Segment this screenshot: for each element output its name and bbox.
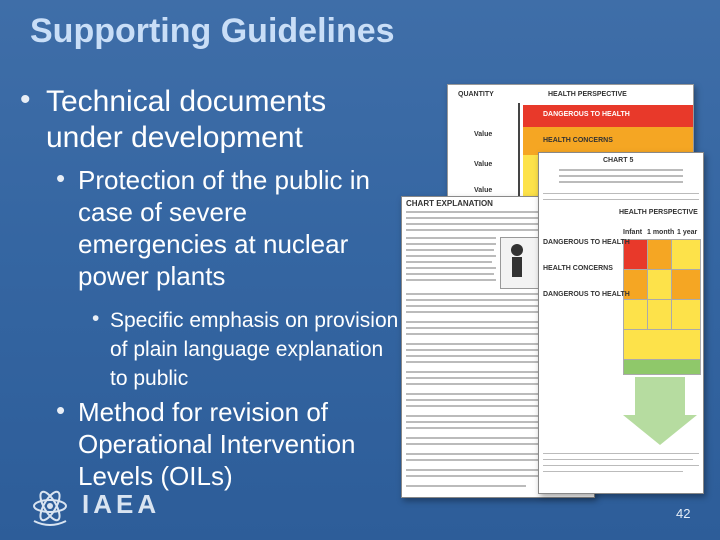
page-title: Supporting Guidelines (30, 12, 395, 50)
band-concerns (523, 127, 693, 155)
chart5-cell-label: DANGEROUS TO HEALTH (543, 239, 630, 246)
axis-line (518, 103, 520, 199)
chart5-label: CHART 5 (603, 157, 634, 164)
col-1month: 1 month (647, 229, 675, 236)
bullet-text: Protection of the public in case of severe emergencies at nuclear power plants (78, 165, 370, 291)
doc2-heading: CHART EXPLANATION (406, 199, 493, 208)
down-arrow-icon (623, 415, 697, 445)
band-concerns-label: HEALTH CONCERNS (543, 137, 613, 144)
value-label: Value (474, 161, 493, 168)
cell-orange (647, 239, 673, 271)
band-dangerous (523, 105, 693, 127)
col-infant: Infant (623, 229, 643, 236)
bullet-marker: • (92, 307, 100, 330)
bullet-level3-1 (92, 306, 400, 393)
band-dangerous-label: DANGEROUS TO HEALTH (543, 111, 630, 118)
chart5-header: HEALTH PERSPECTIVE (619, 209, 698, 216)
value-label: Value (474, 187, 493, 194)
bullet-text: Technical documents under development (46, 85, 327, 154)
bullet-level2-1 (56, 163, 398, 292)
bullet-marker: • (20, 83, 31, 116)
iaea-logo-text: IAEA (82, 489, 161, 519)
bullet-text: Specific emphasis on provision of plain language explanation to public (110, 309, 399, 390)
chart5-cell-label: DANGEROUS TO HEALTH (543, 291, 630, 298)
cell-yellow (647, 269, 673, 301)
chart5-cell-label: HEALTH CONCERNS (543, 265, 613, 272)
cell-orange (671, 269, 701, 301)
bullet-marker: • (56, 163, 66, 193)
bullet-text: Method for revision of Operational Intervention Levels (OILs) (78, 397, 356, 491)
col-1year: 1 year (677, 229, 698, 236)
bullet-marker: • (56, 395, 66, 425)
cell-yellow (647, 299, 673, 331)
bullet-level2-2 (56, 395, 398, 492)
page-number: 42 (676, 506, 691, 521)
document-thumbnail-chart5 (538, 152, 704, 494)
cell-yellow (671, 299, 701, 331)
cell-yellow-wide (623, 329, 701, 361)
cell-yellow (671, 239, 701, 271)
quantity-label: QUANTITY (458, 91, 494, 98)
value-label: Value (474, 131, 493, 138)
cell-green (623, 359, 701, 375)
bullet-level1-1 (20, 83, 406, 156)
doc1-header: HEALTH PERSPECTIVE (548, 91, 627, 98)
atom-emblem-icon (30, 483, 80, 529)
cell-yellow (623, 299, 649, 331)
arrow-shaft (635, 377, 685, 417)
